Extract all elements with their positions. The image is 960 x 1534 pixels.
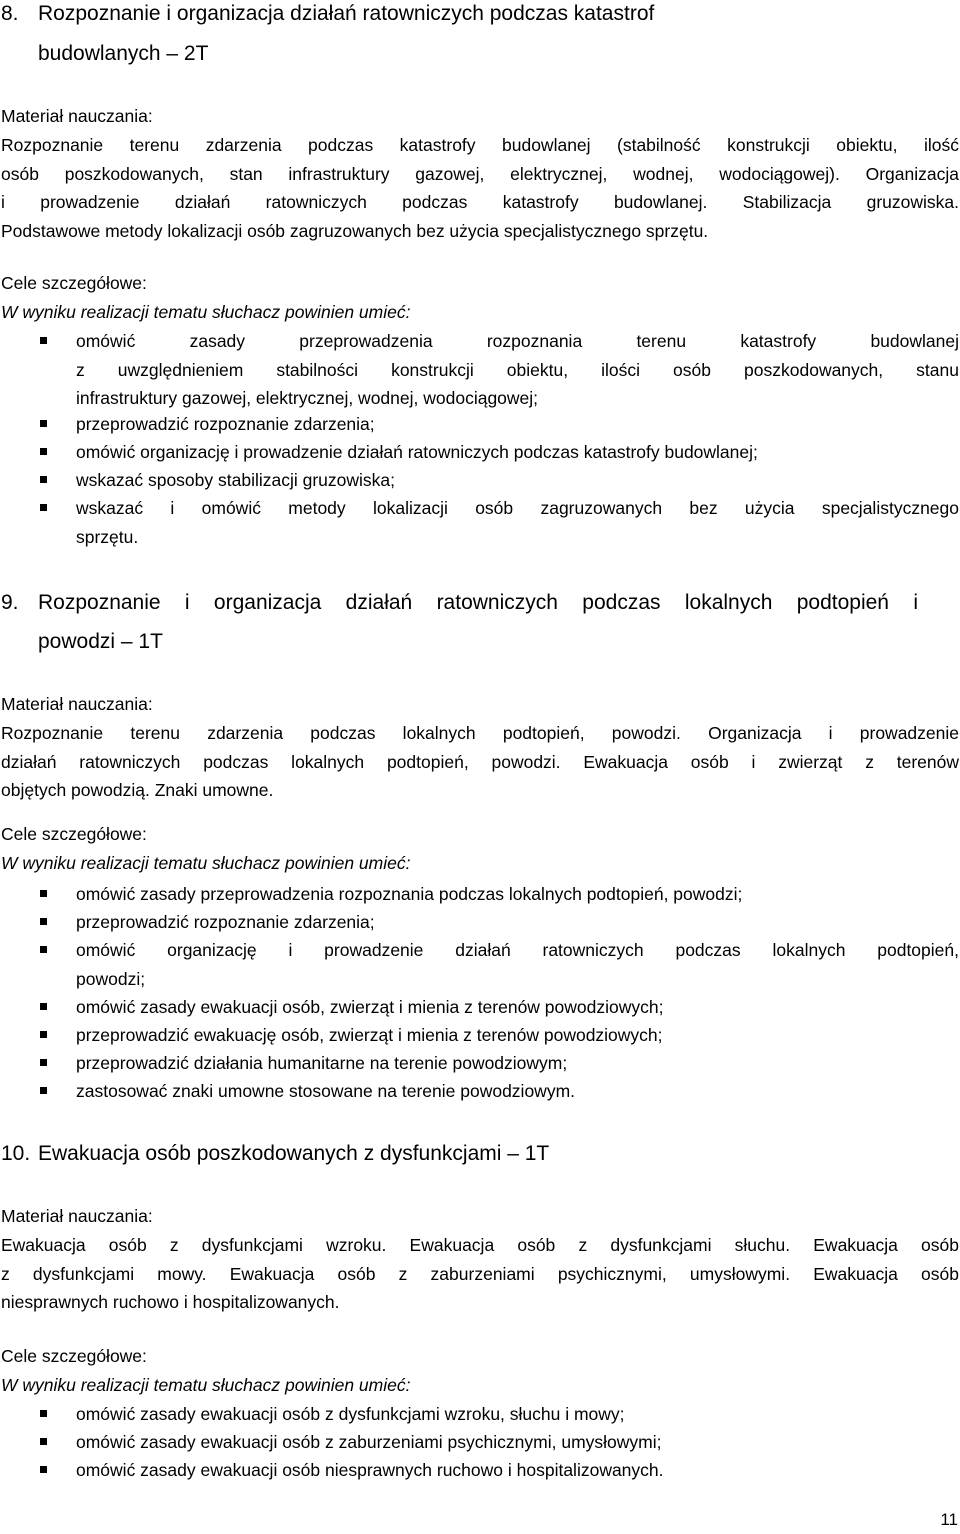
material-text <box>1 1231 959 1317</box>
section-number: 8. <box>1 2 19 25</box>
bullet-icon <box>40 448 47 455</box>
text-line: z dysfunkcjami mowy. Ewakuacja osób z zaburzeniami psychicznymi, umysłowymi. Ewakuacja osób <box>1 1263 959 1284</box>
bullet-icon <box>40 1087 47 1094</box>
bullet-icon <box>40 890 47 897</box>
bullet-icon <box>40 504 47 511</box>
text-line: Rozpoznanie terenu zdarzenia podczas lokalnych podtopień, powodzi. Organizacja i prowadzenie <box>1 723 959 743</box>
material-label: Materiał nauczania: <box>1 106 153 126</box>
text-line: omówić organizację i prowadzenie działań ratowniczych podczas lokalnych podtopień, <box>76 940 959 960</box>
text-line: omówić zasady ewakuacji osób, zwierząt i mienia z terenów powodziowych; <box>76 997 664 1017</box>
text-line: omówić zasady ewakuacji osób z dysfunkcjami wzroku, słuchu i mowy; <box>76 1404 625 1424</box>
section-title-cont: powodzi – 1T <box>38 630 163 653</box>
bullet-icon <box>40 420 47 427</box>
bullet-icon <box>40 1410 47 1417</box>
section-title: Rozpoznanie i organizacja działań ratowniczych podczas lokalnych podtopień i <box>38 591 918 614</box>
goals-label: Cele szczegółowe: <box>1 1346 147 1366</box>
page-number: 11 <box>940 1510 958 1529</box>
text-line: przeprowadzić ewakuację osób, zwierząt i mienia z terenów powodziowych; <box>76 1025 663 1045</box>
text-line: omówić zasady ewakuacji osób z zaburzeniami psychicznymi, umysłowymi; <box>76 1432 662 1452</box>
goals-label: Cele szczegółowe: <box>1 273 147 293</box>
text-line: powodzi; <box>76 968 146 989</box>
bullet-icon <box>40 1438 47 1445</box>
text-line: przeprowadzić rozpoznanie zdarzenia; <box>76 414 375 434</box>
material-label: Materiał nauczania: <box>1 694 153 714</box>
material-text <box>1 719 959 805</box>
bullet-icon <box>40 476 47 483</box>
section-title: Ewakuacja osób poszkodowanych z dysfunkcjami – 1T <box>38 1142 550 1165</box>
text-line: omówić zasady przeprowadzenia rozpoznania terenu katastrofy budowlanej <box>76 331 959 351</box>
text-line: osób poszkodowanych, stan infrastruktury gazowej, elektrycznej, wodnej, wodociągowej). Organizacja <box>1 163 959 184</box>
bullet-icon <box>40 1003 47 1010</box>
text-line: przeprowadzić rozpoznanie zdarzenia; <box>76 912 375 932</box>
goals-intro: W wyniku realizacji tematu słuchacz powinien umieć: <box>1 1375 411 1395</box>
text-line: infrastruktury gazowej, elektrycznej, wodnej, wodociągowej; <box>76 388 539 408</box>
material-label: Materiał nauczania: <box>1 1206 153 1226</box>
goals-intro: W wyniku realizacji tematu słuchacz powinien umieć: <box>1 302 411 322</box>
material-text <box>1 131 959 245</box>
bullet-icon <box>40 1031 47 1038</box>
section-number: 10. <box>1 1142 31 1165</box>
text-line: objętych powodzią. Znaki umowne. <box>1 780 274 800</box>
text-line: omówić organizację i prowadzenie działań ratowniczych podczas katastrofy budowlanej; <box>76 442 758 462</box>
text-line: wskazać sposoby stabilizacji gruzowiska; <box>76 470 396 490</box>
section-title: Rozpoznanie i organizacja działań ratowniczych podczas katastrof <box>38 2 655 25</box>
goals-intro: W wyniku realizacji tematu słuchacz powinien umieć: <box>1 853 411 873</box>
text-line: omówić zasady przeprowadzenia rozpoznania podczas lokalnych podtopień, powodzi; <box>76 884 743 904</box>
text-line: i prowadzenie działań ratowniczych podczas katastrofy budowlanej. Stabilizacja gruzowiska. <box>1 192 959 212</box>
text-line: sprzętu. <box>76 526 139 547</box>
bullet-icon <box>40 946 47 953</box>
text-line: Podstawowe metody lokalizacji osób zagruzowanych bez użycia specjalistycznego sprzętu. <box>1 220 709 241</box>
bullet-icon <box>40 1466 47 1473</box>
text-line: działań ratowniczych podczas lokalnych podtopień, powodzi. Ewakuacja osób i zwierząt z terenów <box>1 751 959 772</box>
bullet-icon <box>40 918 47 925</box>
bullet-icon <box>40 1059 47 1066</box>
bullet-icon <box>40 337 47 344</box>
text-line: z uwzględnieniem stabilności konstrukcji obiektu, ilości osób poszkodowanych, stanu <box>76 359 959 380</box>
text-line: zastosować znaki umowne stosowane na terenie powodziowym. <box>76 1081 576 1101</box>
text-line: Ewakuacja osób z dysfunkcjami wzroku. Ewakuacja osób z dysfunkcjami słuchu. Ewakuacja osób <box>1 1235 959 1255</box>
text-line: przeprowadzić działania humanitarne na terenie powodziowym; <box>76 1053 568 1073</box>
text-line: wskazać i omówić metody lokalizacji osób zagruzowanych bez użycia specjalistycznego <box>76 498 959 518</box>
section-title-cont: budowlanych – 2T <box>38 42 209 65</box>
text-line: niesprawnych ruchowo i hospitalizowanych. <box>1 1292 340 1312</box>
section-number: 9. <box>1 591 19 614</box>
text-line: omówić zasady ewakuacji osób niesprawnych ruchowo i hospitalizowanych. <box>76 1460 664 1480</box>
goals-label: Cele szczegółowe: <box>1 824 147 844</box>
text-line: Rozpoznanie terenu zdarzenia podczas katastrofy budowlanej (stabilność konstrukcji obiektu, ilość <box>1 135 959 155</box>
